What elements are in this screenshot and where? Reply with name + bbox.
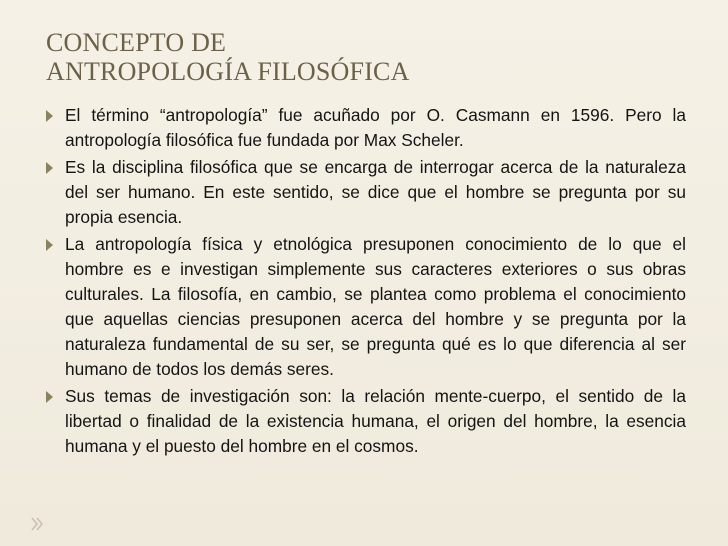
double-chevron-icon [30, 516, 44, 532]
bullet-item [46, 232, 686, 382]
slide-title [46, 28, 686, 86]
slide-title-line-1: CONCEPTO DE [46, 28, 227, 57]
bullet-item [46, 155, 686, 230]
triangle-right-icon [46, 162, 53, 174]
bullet-text: Sus temas de investigación son: la relación mente-cuerpo, el sentido de la libertad o finalidad de la existencia humana, el origen del hombre, la esencia humana y el puesto del hombre en el cosmos. [65, 386, 686, 456]
slide-title-line-2: ANTROPOLOGÍA FILOSÓFICA [46, 57, 410, 86]
triangle-right-icon [46, 110, 53, 122]
triangle-right-icon [46, 391, 53, 403]
bullet-list [46, 103, 686, 461]
triangle-right-icon [46, 239, 53, 251]
bullet-text: El término “antropología” fue acuñado por O. Casmann en 1596. Pero la antropología filosófica fue fundada por Max Scheler. [65, 105, 686, 150]
bullet-text: Es la disciplina filosófica que se encarga de interrogar acerca de la naturaleza del ser humano. En este sentido, se dice que el hombre se pregunta por su propia esencia. [65, 157, 686, 227]
bullet-text: La antropología física y etnológica presuponen conocimiento de lo que el hombre es e investigan simplemente sus caracteres exteriores o sus obras culturales. La filosofía, en cambio, se plantea como problema el conocimiento que aquellas ciencias presuponen acerca del hombre y se pregunta por la naturaleza fundamental de su ser, se pregunta qué es lo que diferencia al ser humano de todos los demás seres. [65, 234, 686, 379]
bullet-item [46, 384, 686, 459]
bullet-item [46, 103, 686, 153]
